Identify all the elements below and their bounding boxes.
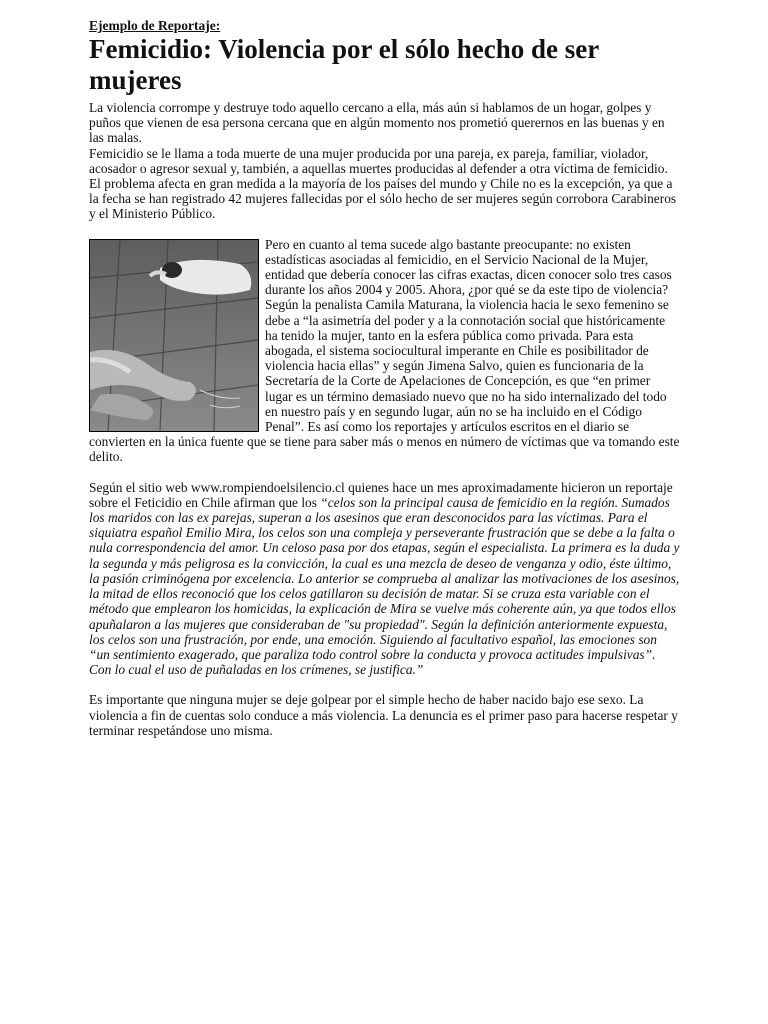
intro-paragraph-1: La violencia corrompe y destruye todo aquello cercano a ella, más aún si hablamos de un hogar, golpes y puños que vienen de esa persona cercana que en algún momento nos prometió querernos en las buenas y en las malas. xyxy=(89,100,665,146)
body-paragraph-4 xyxy=(89,480,681,678)
article xyxy=(89,18,681,738)
kicker-label: Ejemplo de Reportaje: xyxy=(89,18,221,33)
article-title: Femicidio: Violencia por el sólo hecho de ser mujeres xyxy=(89,34,599,95)
paragraph-gap xyxy=(89,465,681,480)
body-paragraph-3: Pero en cuanto al tema sucede algo bastante preocupante: no existen estadísticas asociadas al femicidio, en el Servicio Nacional de la Mujer, entidad que debería conocer las cifras exactas, dicen conocer solo tres casos durante los años 2004 y 2005. Ahora, ¿por qué se da este tipo de violencia? Según la penalista Camila Maturana, la violencia hacia le sexo femenino se debe a “la asimetría del poder y a la connotación social que históricamente ha tenido la mujer, tanto en la esfera pública como privada. Para esta abogada, el sistema sociocultural imperante en Chile es posibilitador de violencia hacia ellas” y según Jimena Salvo, quien es funcionaria de la Secretaría de la Corte de Apelaciones de Concepción, es que “en primer lugar es un término demasiado nuevo que no ha sido internalizado del todo en nuestro país y en segundo lugar, aún no se ha incluido en el Código Penal”. Es así como los reportajes y artículos escritos en el diario se convierten en la única fuente que se tiene para saber más o menos en número de víctimas que va tomando este delito. xyxy=(89,236,680,465)
paragraph-gap xyxy=(89,222,681,237)
photo-illustration xyxy=(90,240,258,431)
paragraph-gap xyxy=(89,677,681,692)
jealousy-quote: “celos son la principal causa de femicidio en la región. Sumados los maridos con las ex parejas, superan a los asesinos que eran desconocidos para las víctimas. Para el siquiatra español Emilio Mira, los celos son una compleja y perseverante frustración que se debe a la falta o nula correspondencia del amor. Un celoso pasa por dos etapas, según el especialista. La primera es la duda y la segunda y más peligrosa es la convicción, la cual es una mezcla de deseo de venganza y odio, éste último, la pasión criminógena por excelencia. Lo anterior se comprueba al analizar las motivaciones de los asesinos, la mitad de ellos reconoció que los celos gatillaron su decisión de matar. Si se cruza esta variable con el método que emplearon los homicidas, la explicación de Mira se vuelve más coherente aún, ya que todos ellos apuñalaron a las mujeres que consideraban de "su propiedad". Según la definición anteriormente expuesta, los celos son una frustración, por ende, una emoción. Siguiendo al facultativo español, las emociones son “un sentimiento exagerado, que paraliza todo control sobre la conducta y provoca actitudes impulsivas”. Con lo cual el uso de puñaladas en los crímenes, se justifica.” xyxy=(89,494,680,678)
paragraph-4-lead: Según el sitio web www.rompiendoelsilencio.cl quienes hace un mes aproximadamente hicieron un reportaje sobre el Feticidio en Chile afirman que los xyxy=(89,479,673,510)
intro-paragraph-2: Femicidio se le llama a toda muerte de una mujer producida por una pareja, ex pareja, familiar, violador, acosador o agresor sexual y, también, a aquellas muertes producidas al defender a otra víctima de femicidio. El problema afecta en gran medida a la mayoría de los países del mundo y Chile no es la excepción, ya que a la fecha se han registrado 42 mujeres fallecidas por el sólo hecho de ser mujeres según corrobora Carabineros y el Ministerio Público. xyxy=(89,145,677,222)
figure-section xyxy=(89,237,681,465)
closing-paragraph: Es importante que ninguna mujer se deje golpear por el simple hecho de haber nacido bajo ese sexo. La violencia a fin de cuentas solo conduce a más violencia. La denuncia es el primer paso para hacerse respetar y terminar respetándose uno misma. xyxy=(89,692,678,738)
article-photo xyxy=(89,239,259,432)
